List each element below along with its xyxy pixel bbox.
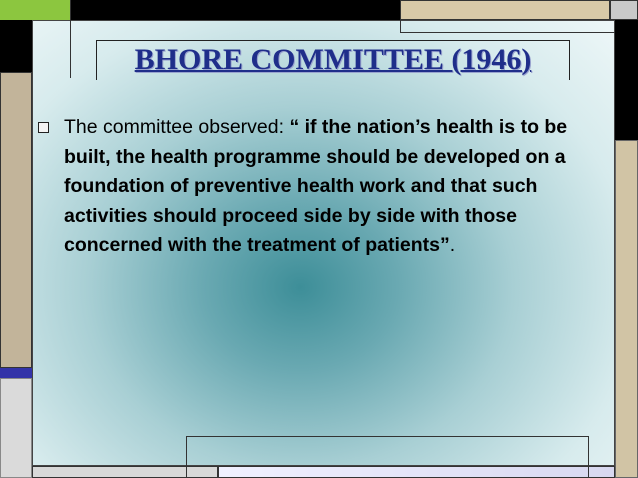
slide-title: BHORE COMMITTEE (1946) [134, 43, 532, 76]
frame-block-grey-left [0, 378, 32, 478]
frame-block-pale-bottom [218, 466, 615, 478]
bullet-quote: “ if the nation’s health is to be built, the health programme should be developed on a foundation of preventive health work and that such activities should proceed side by side with those concerned with the treatment of patients” [64, 116, 568, 256]
frame-block-grey-top [610, 0, 638, 20]
bullet-end: . [449, 234, 456, 256]
frame-block-black-right [615, 20, 638, 140]
frame-block-tan-left [0, 72, 32, 368]
frame-line [400, 32, 615, 33]
frame-block-black-left [0, 20, 32, 72]
frame-line [400, 0, 401, 32]
frame-line [186, 436, 588, 437]
frame-block-tan-right [615, 140, 638, 478]
frame-line [186, 436, 187, 478]
frame-block-black-top [70, 0, 400, 20]
bullet-text [64, 113, 604, 261]
frame-block-green [0, 0, 70, 20]
bullet-intro: The committee observed: [64, 116, 290, 138]
frame-block-grey-bottom [32, 466, 218, 478]
frame-block-tan-top [400, 0, 610, 20]
frame-block-purple-left [0, 368, 32, 378]
frame-line [588, 436, 589, 478]
frame-line [70, 0, 71, 78]
bullet-square-icon [38, 122, 49, 133]
